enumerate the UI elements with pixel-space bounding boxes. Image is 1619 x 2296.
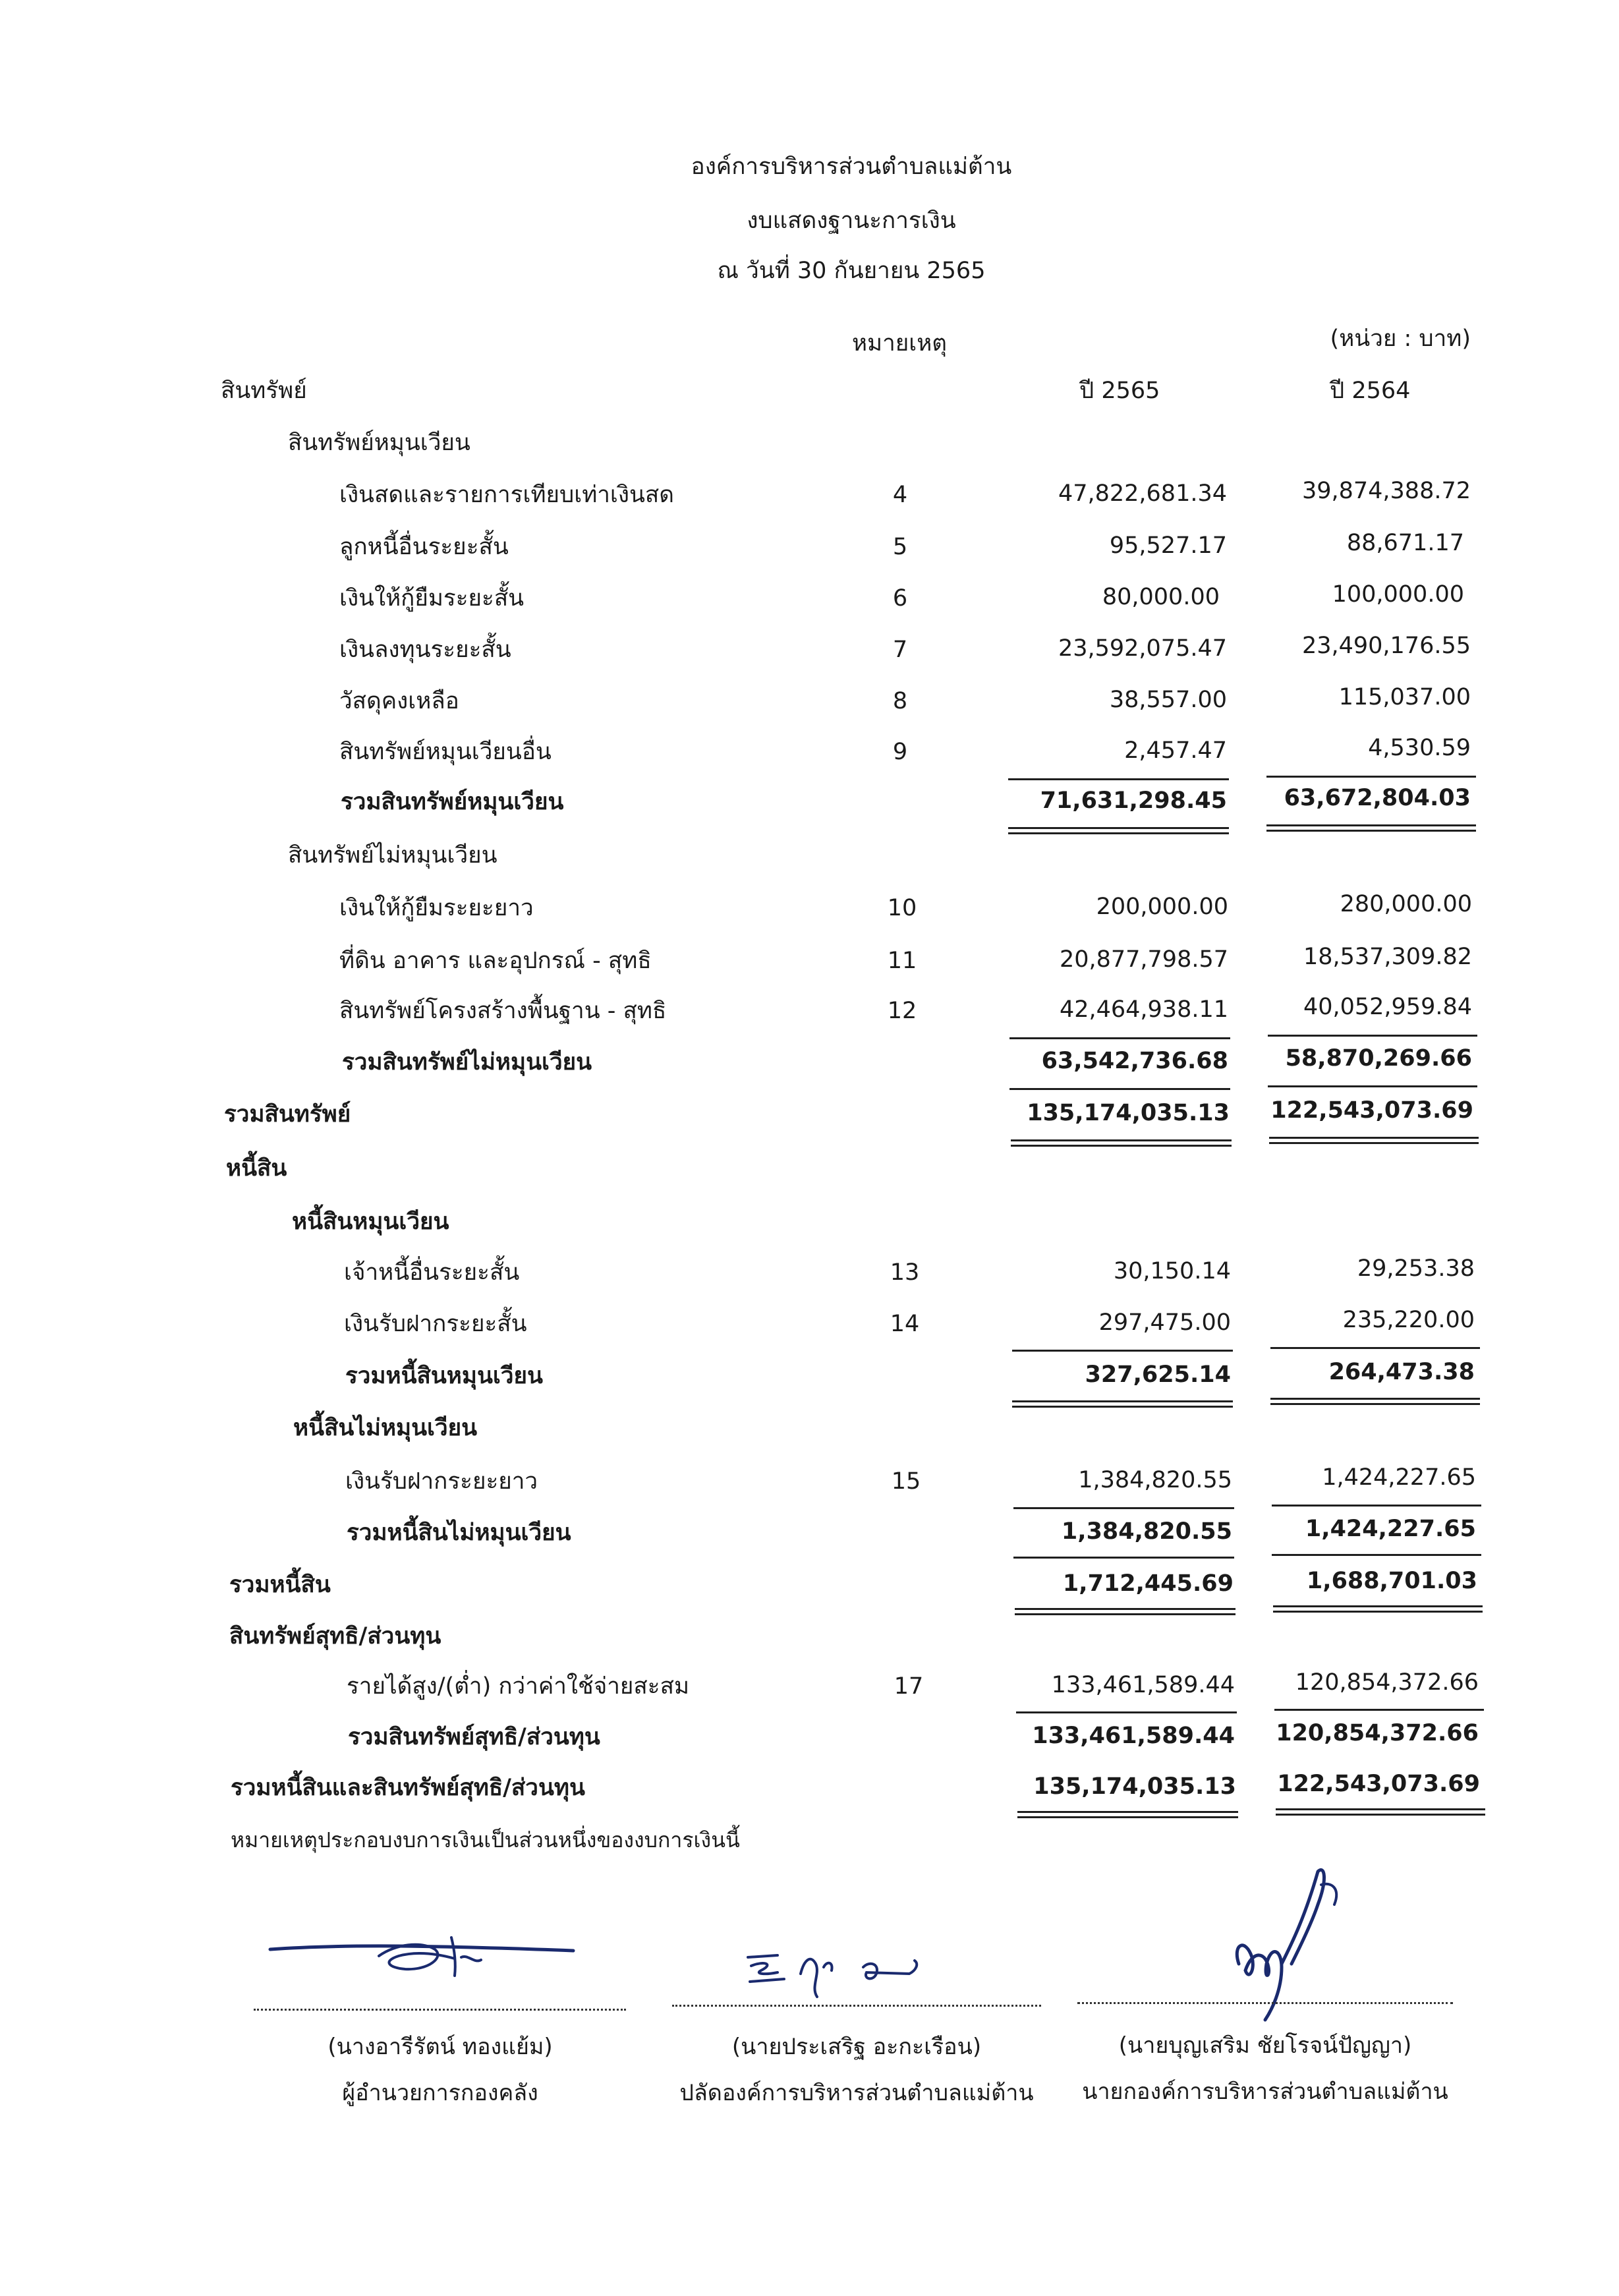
- signatory-name: (นายบุญเสริม ชัยโรจน์ปัญญา): [1118, 2032, 1412, 2059]
- row-value-2564: 40,052,959.84: [1303, 994, 1472, 1020]
- row-note: 10: [887, 895, 917, 921]
- row-value-2565: 327,625.14: [1085, 1362, 1231, 1388]
- year-current-header: ปี 2565: [1079, 378, 1160, 404]
- row-value-2565: 80,000.00: [1102, 584, 1220, 610]
- row-value-2565: 133,461,589.44: [1051, 1672, 1235, 1698]
- row-value-2565: 133,461,589.44: [1032, 1723, 1235, 1749]
- signature-finance-director: [264, 1918, 580, 1990]
- double-rule: [1266, 830, 1476, 832]
- row-label: เงินสดและรายการเทียบเท่าเงินสด: [339, 482, 674, 508]
- double-rule: [1269, 1137, 1479, 1139]
- double-rule: [1017, 1816, 1238, 1818]
- row-label: เงินให้กู้ยืมระยะยาว: [339, 895, 534, 921]
- row-value-2564: 122,543,073.69: [1270, 1097, 1473, 1124]
- row-value-2564: 122,543,073.69: [1277, 1771, 1480, 1797]
- row-value-2564: 29,253.38: [1357, 1255, 1475, 1282]
- row-value-2564: 23,490,176.55: [1301, 633, 1471, 659]
- row-value-2565: 23,592,075.47: [1058, 635, 1227, 662]
- row-value-2564: 63,672,804.03: [1284, 785, 1471, 811]
- subtotal-rule: [1009, 1037, 1230, 1039]
- row-value-2565: 20,877,798.57: [1059, 946, 1228, 973]
- row-note: 5: [892, 534, 908, 560]
- row-value-2565: 200,000.00: [1096, 894, 1228, 920]
- row-value-2564: 58,870,269.66: [1285, 1045, 1472, 1072]
- row-value-2564: 1,688,701.03: [1306, 1568, 1477, 1594]
- noncurrent-liabilities-heading: หนี้สินไม่หมุนเวียน: [293, 1415, 478, 1441]
- subtotal-rule: [1016, 1711, 1237, 1713]
- total-liabilities-label: รวมหนี้สิน: [229, 1572, 331, 1598]
- row-value-2565: 38,557.00: [1109, 687, 1227, 713]
- row-value-2564: 100,000.00: [1332, 581, 1464, 608]
- double-rule: [1012, 1400, 1233, 1402]
- signature-line: [1077, 2002, 1453, 2004]
- row-value-2564: 235,220.00: [1342, 1307, 1475, 1333]
- total-liab-net-assets-label: รวมหนี้สินและสินทรัพย์สุทธิ/ส่วนทุน: [231, 1775, 585, 1801]
- noncurrent-assets-heading: สินทรัพย์ไม่หมุนเวียน: [288, 842, 497, 869]
- unit-label: (หน่วย : บาท): [1330, 326, 1471, 352]
- row-value-2564: 120,854,372.66: [1276, 1720, 1479, 1746]
- signature-line: [672, 2005, 1041, 2007]
- double-rule: [1270, 1398, 1480, 1400]
- row-note: 13: [890, 1259, 920, 1286]
- subtotal-rule: [1270, 1347, 1480, 1349]
- row-label: วัสดุคงเหลือ: [339, 688, 459, 714]
- row-value-2565: 135,174,035.13: [1027, 1100, 1230, 1126]
- signatory-name: (นายประเสริฐ อะกะเรือน): [731, 2034, 982, 2060]
- double-rule: [1273, 1611, 1483, 1613]
- row-value-2564: 1,424,227.65: [1322, 1464, 1476, 1491]
- double-rule: [1015, 1608, 1236, 1610]
- row-value-2565: 297,475.00: [1098, 1309, 1231, 1336]
- subtotal-rule: [1274, 1709, 1484, 1711]
- row-value-2564: 264,473.38: [1328, 1359, 1475, 1385]
- row-label: รวมสินทรัพย์ไม่หมุนเวียน: [342, 1049, 592, 1076]
- row-value-2565: 2,457.47: [1124, 737, 1227, 764]
- subtotal-rule: [1009, 1088, 1230, 1090]
- subtotal-rule: [1268, 1085, 1477, 1087]
- year-prior-header: ปี 2564: [1330, 378, 1411, 404]
- row-value-2564: 4,530.59: [1368, 735, 1471, 761]
- signature-line: [254, 2009, 626, 2011]
- row-note: 7: [892, 637, 908, 663]
- org-name: องค์การบริหารส่วนตำบลแม่ต้าน: [691, 154, 1012, 180]
- subtotal-rule: [1013, 1557, 1234, 1559]
- double-rule: [1276, 1808, 1485, 1810]
- row-value-2564: 120,854,372.66: [1295, 1669, 1479, 1696]
- row-label: รวมสินทรัพย์หมุนเวียน: [341, 789, 564, 815]
- double-rule: [1012, 1406, 1233, 1408]
- subtotal-rule: [1013, 1507, 1234, 1509]
- row-label: รวมหนี้สินไม่หมุนเวียน: [347, 1520, 571, 1546]
- subtotal-rule: [1272, 1505, 1481, 1507]
- subtotal-rule: [1266, 776, 1476, 778]
- row-label: ที่ดิน อาคาร และอุปกรณ์ - สุทธิ: [339, 948, 652, 974]
- double-rule: [1276, 1814, 1485, 1816]
- row-note: 14: [890, 1311, 920, 1337]
- row-note: 11: [887, 948, 917, 974]
- signatory-position: ปลัดองค์การบริหารส่วนตำบลแม่ต้าน: [679, 2080, 1034, 2106]
- signatory-position: ผู้อำนวยการกองคลัง: [342, 2080, 538, 2106]
- row-label: ลูกหนี้อื่นระยะสั้น: [339, 534, 509, 560]
- row-value-2565: 30,150.14: [1113, 1258, 1231, 1284]
- double-rule: [1273, 1605, 1483, 1607]
- row-value-2564: 39,874,388.72: [1301, 478, 1471, 504]
- section-assets: สินทรัพย์: [221, 378, 307, 404]
- row-label: รวมหนี้สินหมุนเวียน: [345, 1363, 543, 1389]
- double-rule: [1266, 824, 1476, 826]
- subtotal-rule: [1272, 1554, 1481, 1556]
- row-label: เงินลงทุนระยะสั้น: [339, 637, 511, 663]
- row-value-2565: 95,527.17: [1109, 532, 1227, 559]
- row-value-2565: 42,464,938.11: [1059, 996, 1228, 1023]
- double-rule: [1270, 1403, 1480, 1405]
- row-note: 6: [892, 585, 908, 612]
- subtotal-rule: [1012, 1350, 1233, 1352]
- row-value-2564: 280,000.00: [1340, 891, 1472, 917]
- row-note: 4: [892, 482, 908, 508]
- subtotal-rule: [1268, 1035, 1477, 1037]
- row-value-2565: 47,822,681.34: [1058, 480, 1227, 507]
- double-rule: [1008, 827, 1229, 829]
- footnote: หมายเหตุประกอบงบการเงินเป็นส่วนหนึ่งของงบการเงินนี้: [231, 1827, 740, 1852]
- section-liabilities: หนี้สิน: [226, 1155, 287, 1182]
- row-label: เงินรับฝากระยะสั้น: [344, 1311, 527, 1337]
- row-value-2565: 135,174,035.13: [1033, 1773, 1236, 1800]
- row-label: รายได้สูง/(ต่ำ) กว่าค่าใช้จ่ายสะสม: [347, 1673, 690, 1700]
- row-value-2565: 1,384,820.55: [1078, 1467, 1232, 1493]
- row-note: 17: [894, 1673, 924, 1700]
- row-note: 15: [891, 1468, 921, 1495]
- net-assets-heading: สินทรัพย์สุทธิ/ส่วนทุน: [229, 1623, 441, 1650]
- signatory-position: นายกองค์การบริหารส่วนตำบลแม่ต้าน: [1082, 2079, 1448, 2105]
- row-value-2565: 63,542,736.68: [1041, 1048, 1228, 1074]
- subtotal-rule: [1008, 778, 1229, 780]
- row-note: 9: [892, 739, 908, 765]
- signatory-name: (นางอารีรัตน์ ทองแย้ม): [327, 2034, 553, 2060]
- row-label: เงินให้กู้ยืมระยะสั้น: [339, 585, 525, 612]
- double-rule: [1269, 1142, 1479, 1144]
- total-assets-label: รวมสินทรัพย์: [224, 1101, 351, 1128]
- double-rule: [1011, 1139, 1232, 1141]
- row-value-2564: 1,424,227.65: [1305, 1516, 1476, 1542]
- row-label: เงินรับฝากระยะยาว: [345, 1468, 538, 1495]
- double-rule: [1017, 1811, 1238, 1813]
- row-value-2564: 18,537,309.82: [1303, 944, 1472, 970]
- statement-date: ณ วันที่ 30 กันยายน 2565: [717, 258, 986, 284]
- row-label: รวมสินทรัพย์สุทธิ/ส่วนทุน: [348, 1724, 600, 1750]
- statement-title: งบแสดงฐานะการเงิน: [747, 208, 956, 234]
- row-value-2564: 88,671.17: [1346, 530, 1464, 556]
- signature-chief-administrator: [738, 1934, 949, 2007]
- row-value-2565: 1,712,445.69: [1062, 1570, 1234, 1597]
- notes-column-header: หมายเหตุ: [851, 330, 948, 357]
- row-note: 8: [892, 688, 908, 714]
- row-value-2564: 115,037.00: [1338, 684, 1471, 710]
- row-value-2565: 71,631,298.45: [1040, 788, 1227, 814]
- row-note: 12: [887, 998, 917, 1024]
- current-liabilities-heading: หนี้สินหมุนเวียน: [292, 1209, 449, 1235]
- current-assets-heading: สินทรัพย์หมุนเวียน: [288, 430, 470, 456]
- double-rule: [1011, 1145, 1232, 1147]
- double-rule: [1008, 832, 1229, 834]
- row-label: สินทรัพย์โครงสร้างพื้นฐาน - สุทธิ: [339, 998, 667, 1024]
- row-label: สินทรัพย์หมุนเวียนอื่น: [339, 739, 552, 765]
- double-rule: [1015, 1613, 1236, 1615]
- row-label: เจ้าหนี้อื่นระยะสั้น: [344, 1259, 520, 1286]
- signature-mayor: [1219, 1865, 1351, 2023]
- row-value-2565: 1,384,820.55: [1061, 1518, 1232, 1545]
